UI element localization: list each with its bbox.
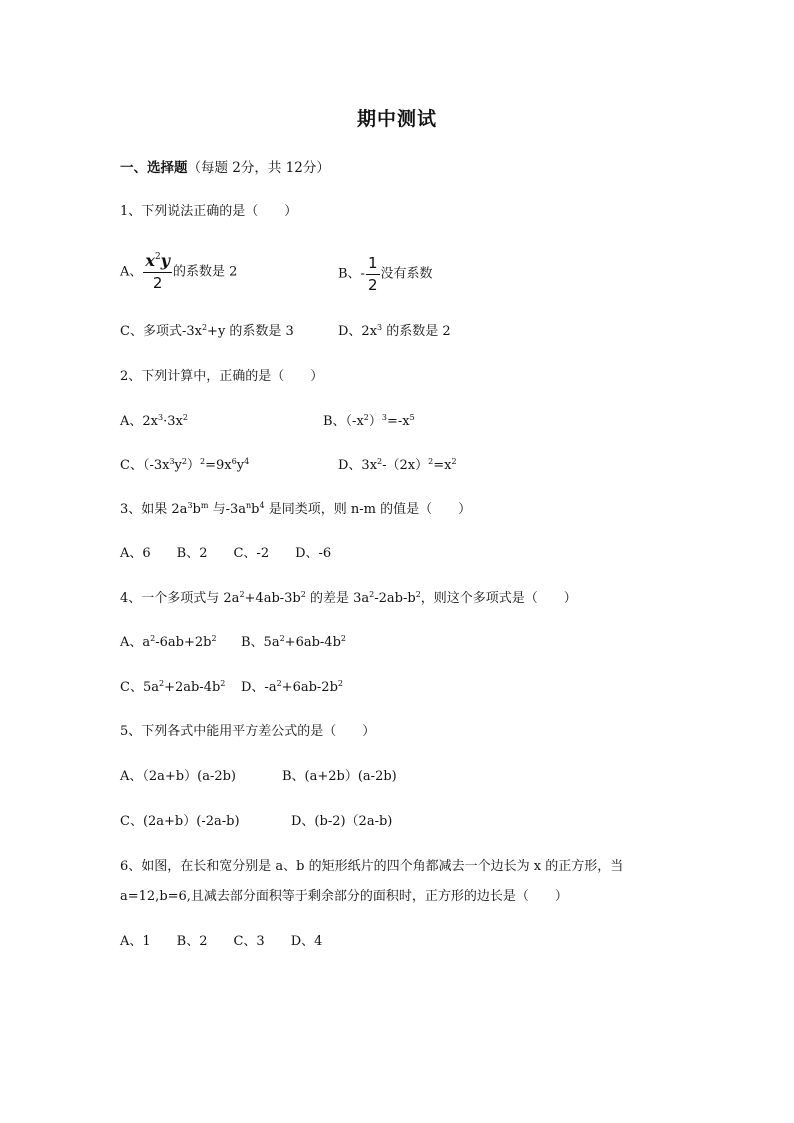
option-text: ） bbox=[368, 414, 382, 429]
exponent: 2 bbox=[201, 323, 208, 332]
question-5-stem: 5、下列各式中能用平方差公式的是（ ） bbox=[120, 724, 376, 739]
question-1-option-a bbox=[120, 252, 237, 292]
question-5-option-d: D、(b-2)（2a-b) bbox=[291, 814, 393, 829]
option-text: ·3x bbox=[163, 414, 183, 429]
exponent: 6 bbox=[231, 457, 237, 466]
frac-den: 2 bbox=[152, 274, 163, 292]
question-2-option-a bbox=[120, 413, 188, 431]
question-2-option-b bbox=[323, 413, 415, 431]
question-1-option-d bbox=[338, 323, 451, 341]
option-text: D、2x bbox=[338, 324, 378, 339]
frac-num-exp: 2 bbox=[154, 252, 161, 262]
question-2-option-d bbox=[338, 457, 457, 475]
exponent: 3 bbox=[377, 323, 383, 332]
option-text: D、-a bbox=[241, 680, 277, 695]
option-text: =x bbox=[433, 458, 452, 473]
exponent: 2 bbox=[200, 457, 206, 466]
question-4-option-a bbox=[120, 634, 217, 652]
question-4-stem bbox=[120, 590, 577, 608]
frac-den: 2 bbox=[367, 276, 378, 294]
option-text: -（2x） bbox=[382, 458, 429, 473]
exponent: 2 bbox=[428, 457, 434, 466]
exponent: 3 bbox=[187, 501, 193, 510]
option-label: A、 bbox=[120, 264, 143, 280]
option-text: y bbox=[236, 458, 245, 473]
option-text: +6ab-4b bbox=[284, 635, 341, 650]
stem-text: 与-3a bbox=[208, 502, 246, 517]
page-title: 期中测试 bbox=[356, 108, 437, 130]
option-text: =-x bbox=[386, 414, 410, 429]
fraction-x2y-over-2 bbox=[143, 252, 172, 292]
stem-text: ，则这个多项式是（ ） bbox=[420, 591, 577, 606]
exponent: 5 bbox=[409, 413, 415, 422]
exponent: 2 bbox=[276, 679, 282, 688]
exponent: 2 bbox=[337, 679, 343, 688]
exponent: 2 bbox=[158, 679, 165, 688]
stem-text: -2ab-b bbox=[374, 591, 416, 606]
exponent: 2 bbox=[181, 457, 187, 466]
exponent: m bbox=[200, 501, 209, 510]
question-6-stem-line-1: 6、如图，在长和宽分别是 a、b 的矩形纸片的四个角都减去一个边长为 x 的正方形，当 bbox=[120, 859, 624, 874]
frac-num-y: y bbox=[160, 251, 170, 270]
option-text: +6ab-2b bbox=[281, 680, 338, 695]
question-6-options: A、1 B、2 C、3 D、4 bbox=[120, 934, 323, 949]
exponent: 2 bbox=[182, 413, 188, 422]
exponent: 2 bbox=[363, 413, 369, 422]
fraction-1-over-2 bbox=[366, 254, 380, 294]
exponent: 2 bbox=[451, 457, 457, 466]
option-text: 没有系数 bbox=[380, 266, 433, 282]
exponent: 2 bbox=[369, 590, 375, 599]
stem-text: +4ab-3b bbox=[244, 591, 301, 606]
question-4-option-d bbox=[241, 679, 343, 697]
option-text: C、（-3x bbox=[120, 458, 170, 473]
stem-text: 是同类项，则 n-m 的值是（ ） bbox=[264, 502, 472, 517]
question-5-option-c: C、(2a+b）(-2a-b) bbox=[120, 814, 240, 829]
option-text: ） bbox=[187, 458, 201, 473]
question-3-stem bbox=[120, 501, 471, 519]
question-4-option-b bbox=[241, 634, 346, 652]
exponent: 2 bbox=[150, 634, 156, 643]
stem-text: 的差是 3a bbox=[305, 591, 370, 606]
question-5-option-b: B、(a+2b）(a-2b) bbox=[282, 769, 397, 784]
exponent: n bbox=[246, 501, 252, 510]
option-text: +2ab-4b bbox=[164, 680, 221, 695]
exponent: 2 bbox=[300, 590, 306, 599]
question-1-option-c bbox=[120, 323, 294, 341]
exponent: 3 bbox=[169, 457, 175, 466]
stem-text: b bbox=[192, 502, 201, 517]
exponent: 2 bbox=[220, 679, 226, 688]
option-text: A、a bbox=[120, 635, 151, 650]
option-text: 的系数是 2 bbox=[382, 324, 451, 339]
exponent: 2 bbox=[415, 590, 421, 599]
option-text: D、3x bbox=[338, 458, 378, 473]
question-1-stem: 1、下列说法正确的是（ ） bbox=[120, 204, 298, 219]
option-text: C、多项式-3x bbox=[120, 324, 202, 339]
stem-text: b bbox=[251, 502, 260, 517]
question-6-stem-line-2: a=12,b=6,且减去部分面积等于剩余部分的面积时，正方形的边长是（ ） bbox=[120, 889, 568, 904]
option-text: C、5a bbox=[120, 680, 159, 695]
option-text: 的系数是 2 bbox=[172, 264, 238, 280]
exponent: 3 bbox=[381, 413, 387, 422]
option-text: -6ab+2b bbox=[155, 635, 212, 650]
exponent: 2 bbox=[377, 457, 383, 466]
frac-num: 1 bbox=[367, 254, 378, 272]
question-5-option-a: A、（2a+b）(a-2b) bbox=[120, 769, 237, 784]
frac-num-x: x bbox=[145, 251, 155, 270]
exponent: 4 bbox=[244, 457, 250, 466]
fraction-bar bbox=[366, 274, 380, 275]
exponent: 2 bbox=[239, 590, 245, 599]
option-text: A、2x bbox=[120, 414, 158, 429]
exponent: 3 bbox=[158, 413, 164, 422]
exponent: 4 bbox=[259, 501, 265, 510]
section-note: （每题 2分，共 12分） bbox=[187, 160, 330, 176]
option-text: B、（-x bbox=[323, 414, 364, 429]
exponent: 2 bbox=[340, 634, 346, 643]
question-2-stem: 2、下列计算中，正确的是（ ） bbox=[120, 369, 324, 384]
section-heading bbox=[120, 159, 330, 177]
question-4-option-c bbox=[120, 679, 225, 697]
option-text: =9x bbox=[205, 458, 232, 473]
question-3-options: A、6 B、2 C、-2 D、-6 bbox=[120, 546, 332, 561]
option-text: B、5a bbox=[241, 635, 280, 650]
exponent: 2 bbox=[279, 634, 285, 643]
option-text: y bbox=[174, 458, 182, 473]
option-label: B、- bbox=[338, 266, 365, 282]
stem-text: 4、一个多项式与 2a bbox=[120, 591, 240, 606]
option-text: +y 的系数是 3 bbox=[207, 324, 294, 339]
exponent: 2 bbox=[211, 634, 217, 643]
question-1-option-b bbox=[338, 254, 433, 294]
section-title: 一、选择题 bbox=[120, 160, 188, 176]
fraction-bar bbox=[143, 272, 172, 273]
stem-text: 3、如果 2a bbox=[120, 502, 188, 517]
question-2-option-c bbox=[120, 457, 249, 475]
